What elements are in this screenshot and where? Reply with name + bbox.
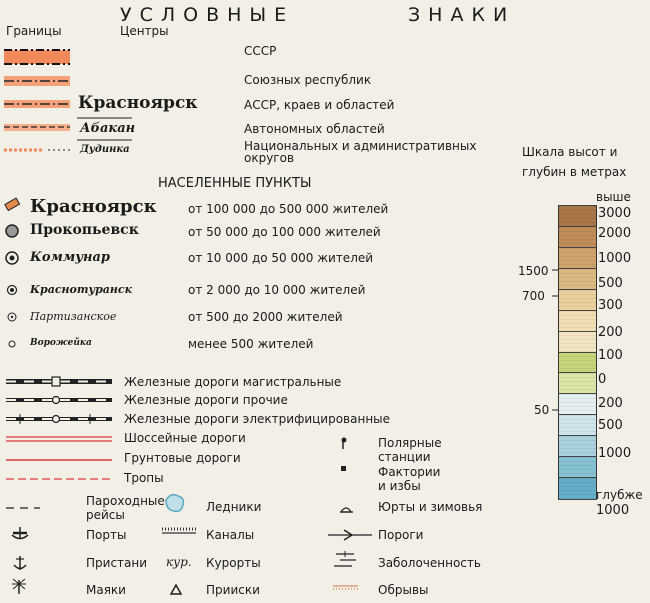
rail-other-label: Железные дороги прочие	[124, 393, 288, 407]
rail-main-symbol	[6, 377, 112, 386]
port-label: Порты	[86, 528, 127, 542]
assr-label: АССР, краев и областей	[244, 98, 395, 112]
scale-band-10	[558, 393, 597, 415]
canal-symbol	[162, 529, 196, 533]
mine-label: Прииски	[206, 583, 260, 597]
scale-label-11: 1000	[598, 446, 632, 461]
scale-band-7	[558, 331, 597, 353]
cliff-symbol	[333, 586, 358, 589]
scale-below-label: глубже	[596, 488, 643, 502]
dirt-road-label: Грунтовые дороги	[124, 451, 241, 465]
factory-label-1: Фактории	[378, 465, 441, 479]
factory-label-2: и избы	[378, 479, 421, 493]
scale-band-8	[558, 352, 597, 374]
swamp-icon	[334, 551, 356, 566]
scale-label-10: 500	[598, 418, 623, 433]
scale-label-6: 200	[598, 325, 623, 340]
scale-label-bottom: 1000	[596, 503, 630, 518]
scale-label-5: 300	[598, 298, 623, 313]
scale-band-12	[558, 435, 597, 457]
scale-title-2: глубин в метрах	[522, 165, 627, 179]
resort-label: Курорты	[206, 556, 261, 570]
settlement-desc-2: от 50 000 до 100 000 жителей	[188, 225, 381, 239]
city-50k-symbol	[6, 225, 18, 237]
rail-electric-label: Железные дороги электрифицированные	[124, 412, 391, 426]
factory-icon	[341, 466, 346, 471]
national-label-2: округов	[244, 151, 295, 165]
village-small-symbol	[9, 341, 15, 347]
assr-border-symbol	[4, 100, 70, 108]
scale-side-label-50: 50	[534, 403, 550, 417]
scale-above-label: выше	[596, 190, 631, 204]
scale-band-11	[558, 414, 597, 436]
rail-main-label: Железные дороги магистральные	[124, 375, 342, 389]
glacier-label: Ледники	[206, 500, 262, 514]
settlement-desc-5: от 500 до 2000 жителей	[188, 310, 343, 324]
scale-label-4: 500	[598, 276, 623, 291]
settlement-desc-4: от 2 000 до 10 000 жителей	[188, 283, 366, 297]
scale-title-1: Шкала высот и	[522, 145, 618, 159]
rapids-icon	[328, 530, 372, 540]
scale-side-label-1500: 1500	[518, 264, 549, 278]
dudinka-sample: Дудинка	[80, 144, 130, 155]
settlement-name-1: Красноярск	[30, 196, 157, 217]
steamer-label-2: рейсы	[86, 508, 125, 522]
cliff-label: Обрывы	[378, 583, 429, 597]
rapids-label: Пороги	[378, 528, 424, 542]
scale-label-2: 2000	[598, 226, 632, 241]
scale-band-2	[558, 226, 597, 248]
scale-label-9: 200	[598, 396, 623, 411]
abakan-sample: Абакан	[80, 121, 136, 136]
scale-band-9	[558, 372, 597, 394]
scale-label-3: 1000	[598, 251, 632, 266]
settlement-desc-6: менее 500 жителей	[188, 337, 314, 351]
lighthouse-label: Маяки	[86, 583, 126, 597]
union-republic-border-symbol	[4, 76, 70, 86]
scale-label-7: 100	[598, 348, 623, 363]
ussr-border-symbol	[4, 50, 70, 64]
scale-band-6	[558, 310, 597, 332]
polar-label-1: Полярные	[378, 436, 442, 450]
borders-column-header: Границы	[6, 24, 62, 38]
yurt-label: Юрты и зимовья	[378, 500, 483, 514]
glacier-icon	[166, 495, 183, 512]
centers-column-header: Центры	[120, 24, 169, 38]
highway-symbol	[6, 437, 112, 441]
city-100k-symbol	[5, 198, 20, 211]
scale-label-1: 3000	[598, 206, 632, 221]
swamp-label: Заболоченность	[378, 556, 481, 570]
pier-label: Пристани	[86, 556, 148, 570]
settlement-name-3: Коммунар	[30, 250, 110, 265]
steamer-label-1: Пароходные	[86, 494, 165, 508]
settlement-name-6: Ворожейка	[30, 338, 92, 348]
legend-title-right: ЗНАКИ	[408, 4, 516, 26]
scale-side-label-700: 700	[522, 289, 545, 303]
highway-label: Шоссейные дороги	[124, 431, 246, 445]
port-icon	[12, 527, 28, 539]
mine-icon	[171, 585, 181, 594]
scale-label-8: 0	[598, 372, 607, 387]
scale-band-5	[558, 289, 597, 311]
scale-band-3	[558, 247, 597, 269]
autonomous-border-symbol	[4, 124, 70, 131]
canal-label: Каналы	[206, 528, 255, 542]
settlement-desc-1: от 100 000 до 500 000 жителей	[188, 202, 389, 216]
settlements-heading: НАСЕЛЕННЫЕ ПУНКТЫ	[158, 176, 312, 191]
scale-band-13	[558, 456, 597, 478]
autonomous-label: Автономных областей	[244, 122, 385, 136]
union-republic-label: Союзных республик	[244, 73, 372, 87]
trail-label: Тропы	[124, 471, 164, 485]
scale-band-4	[558, 268, 597, 290]
rail-other-symbol	[6, 397, 112, 404]
resort-abbr: кур.	[166, 555, 192, 569]
settlement-desc-3: от 10 000 до 50 000 жителей	[188, 251, 374, 265]
polar-label-2: станции	[378, 450, 431, 464]
national-label: Национальных и административных	[244, 139, 477, 153]
rail-electric-symbol	[6, 414, 112, 424]
krasnoyarsk-sample: Красноярск	[78, 93, 198, 113]
settlement-name-2: Прокопьевск	[30, 222, 139, 238]
settlement-name-4: Краснотуранск	[30, 283, 133, 296]
ussr-label: СССР	[244, 44, 277, 58]
polar-station-icon	[342, 438, 347, 450]
lighthouse-icon	[12, 579, 26, 594]
settlement-name-5: Партизанское	[30, 310, 117, 323]
scale-band-1	[558, 205, 597, 227]
scale-band-14	[558, 477, 597, 500]
legend-title-left: УСЛОВНЫЕ	[120, 4, 295, 26]
pier-icon	[14, 556, 26, 570]
